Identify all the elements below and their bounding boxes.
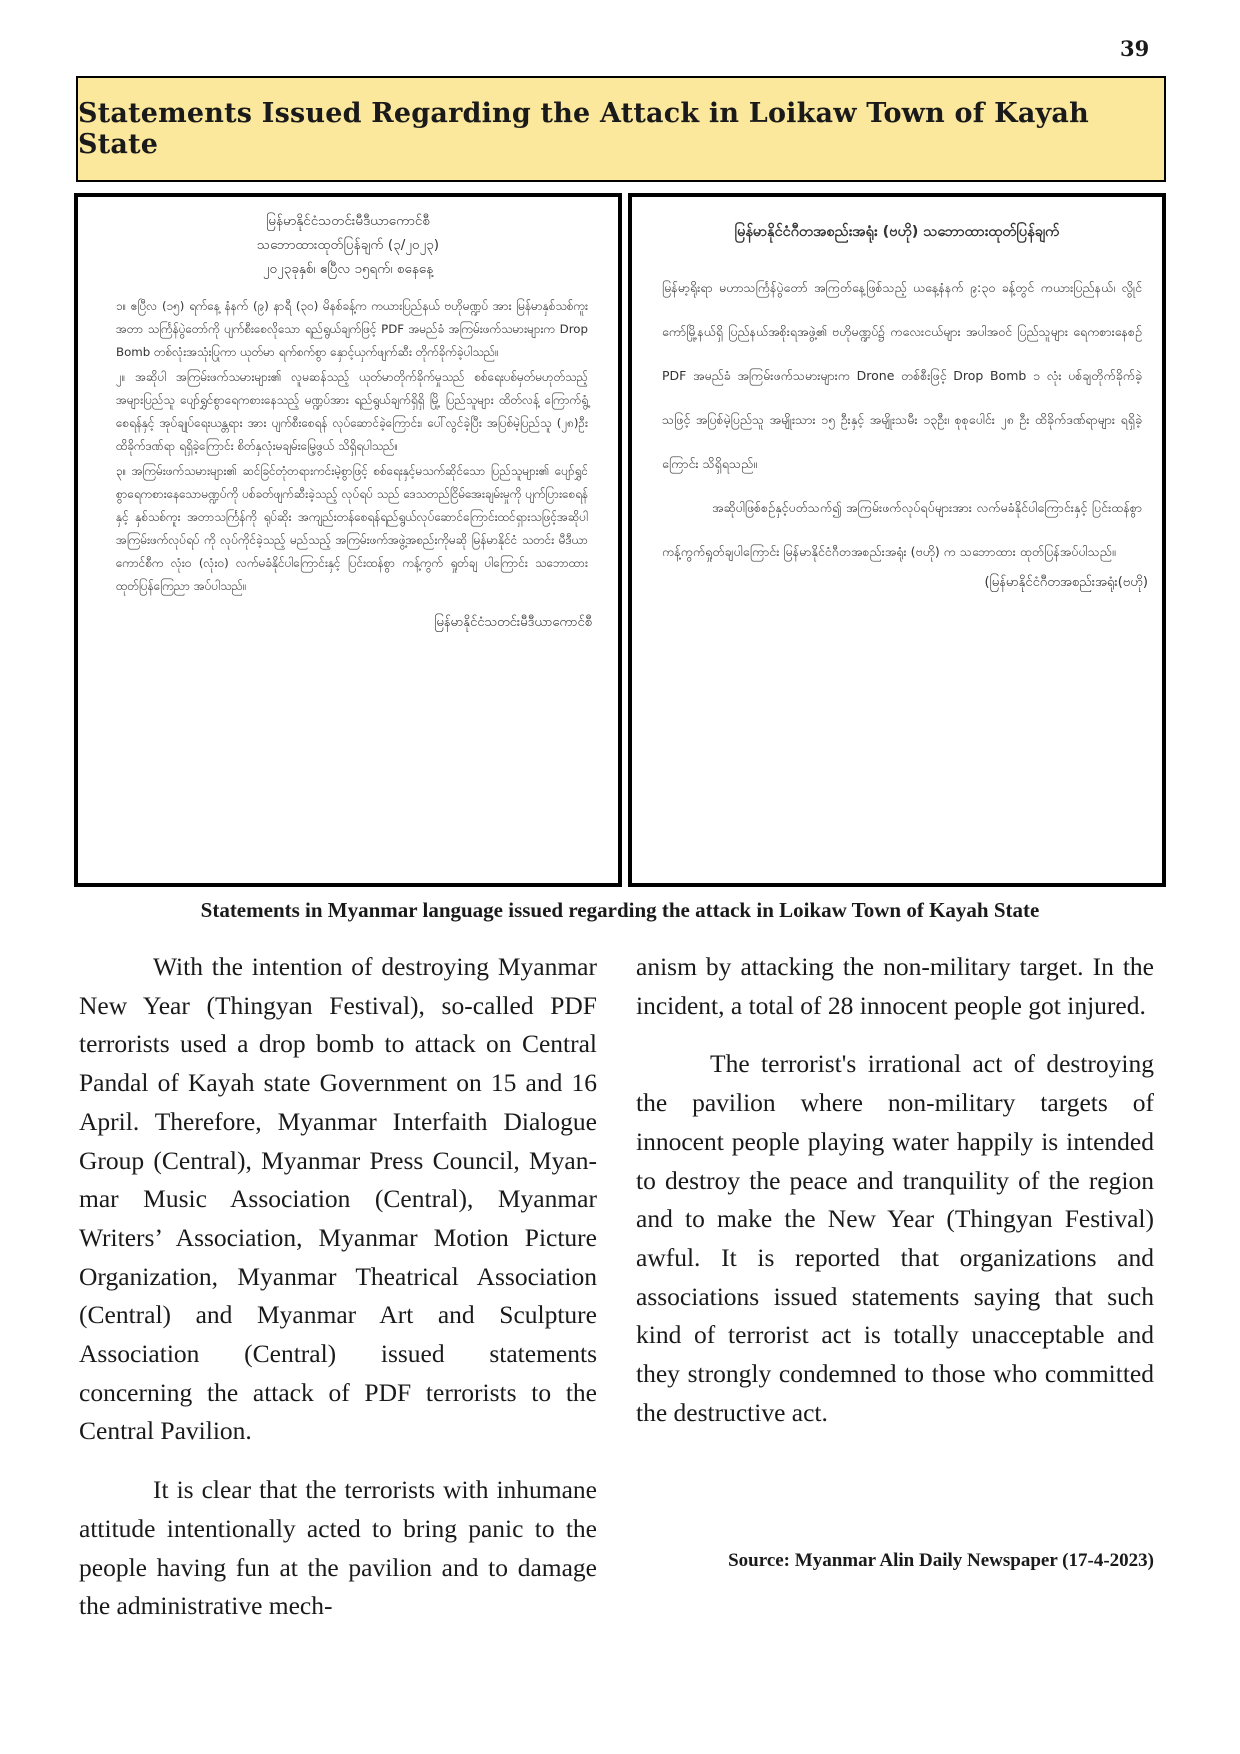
statement-title: မြန်မာနိုင်ငံဂီတအစည်းအရုံး (ဗဟို) သဘောထားထုတ်ပြန်ချက် — [734, 224, 1060, 240]
page-number: 39 — [1120, 36, 1150, 61]
statement-image-press-council — [74, 193, 622, 887]
statement-body — [78, 281, 618, 598]
statement-number: သဘောထားထုတ်ပြန်ချက် (၃/၂၀၂၃) — [257, 237, 439, 253]
source-credit: Source: Myanmar Alin Daily Newspaper (17-4-2023) — [728, 1550, 1154, 1571]
statement-body — [632, 244, 1162, 574]
statement-image-music-association — [628, 193, 1166, 887]
body-paragraph: anism by attacking the non-military target. In the incident, a total of 28 innocent people got injured. — [636, 952, 1154, 1020]
figure-caption: Statements in Myanmar language issued regarding the attack in Loikaw Town of Kayah State — [200, 898, 1040, 922]
statement-paragraph: မြန်မာ့ရိုးရာ မဟာသင်္ကြန်ပွဲတော် အကြတ်နေ့ဖြစ်သည့် ယနေ့နံနက် ၉:၃၀ ခန့်တွင် ကယားပြည်နယ်၊ လွိုင်ကော်မြို့နယ်ရှိ ပြည်နယ်အစိုးရအဖွဲ့၏ ဗဟိုမဏ္ဍပ်၌ ကလေးငယ်များ အပါအဝင် ပြည်သူများ ရေကစားနေစဉ် PDF အမည်ခံ အကြမ်းဖက်သမားများက Drone တစ်စီးဖြင့် Drop Bomb ၁ လုံး ပစ်ချတိုက်ခိုက်ခဲ့သဖြင့် အပြစ်မဲ့ပြည်သူ အမျိုးသား ၁၅ ဦးနှင့် အမျိုးသမီး ၁၃ဦး၊ စုစုပေါင်း ၂၈ ဦး ထိခိုက်ဒဏ်ရာများ ရရှိခဲ့ကြောင်း သိရှိရသည်။ — [662, 280, 1142, 471]
statement-paragraph: ၁။ ဧပြီလ (၁၅) ရက်နေ့ နံနက် (၉) နာရီ (၃၀) မိနစ်ခန့်က ကယားပြည်နယ် ဗဟိုမဏ္ဍပ် အား မြန်မာနှစ်သစ်ကူး အတာ သင်္ကြန်ပွဲတော်ကို ပျက်စီးစေလိုသော ရည်ရွယ်ချက်ဖြင့် PDF အမည်ခံ အကြမ်းဖက်သမားများက Drop Bomb တစ်လုံးအသုံးပြုကာ ယုတ်မာ ရက်စက်စွာ နှောင့်ယှက်ဖျက်ဆီး တိုက်ခိုက်ခဲ့ပါသည်။ — [116, 299, 588, 359]
body-paragraph: The terrorist's irrational act of destroying the pavilion where non-military targets of innocent people playing water happily is intended to destroy the peace and tranquility of the region and to make the New Year (Thingyan Festival) awful. It is reported that organizations and associations issued statements saying that such kind of terrorist act is totally unacceptable and they strongly condemned to those who committed the destructive act. — [636, 1049, 1154, 1427]
body-paragraph: With the intention of destroying Myanmar New Year (Thingyan Festival), so-called PDF terrorists used a drop bomb to attack on Central Pandal of Kayah state Government on 15 and 16 April. Therefore, Myanmar Interfaith Dialogue Group (Central), Myanmar Press Council, Myanmar Music Association (Central), Myanmar Writers’ Association, Myanmar Motion Picture Organization, Myanmar Theatrical Association (Central) and Myanmar Art and Sculpture Association (Central) issued statements concerning the attack of PDF terrorists to the Central Pavilion. — [79, 952, 597, 1446]
statement-signature: (မြန်မာနိုင်ငံဂီတအစည်းအရုံး(ဗဟို) — [984, 575, 1148, 590]
statement-org-name: မြန်မာနိုင်ငံသတင်းမီဒီယာကောင်စီ — [266, 213, 430, 229]
title-banner — [76, 76, 1166, 182]
statement-date: ၂၀၂၃ခုနှစ်၊ ဧပြီလ ၁၅ရက်၊ စနေနေ့ — [262, 261, 434, 277]
statement-signature: မြန်မာနိုင်ငံသတင်းမီဒီယာကောင်စီ — [434, 615, 592, 630]
page-title: Statements Issued Regarding the Attack in Loikaw Town of Kayah State — [78, 98, 1089, 160]
statement-paragraph: အဆိုပါဖြစ်စဉ်နှင့်ပတ်သက်၍ အကြမ်းဖက်လုပ်ရပ်များအား လက်မခံနိုင်ပါကြောင်းနှင့် ပြင်းထန်စွာ ကန့်ကွက်ရှုတ်ချပါကြောင်း မြန်မာနိုင်ငံဂီတအစည်းအရုံး (ဗဟို) က သဘောထား ထုတ်ပြန်အပ်ပါသည်။ — [662, 500, 1142, 559]
statement-paragraph: ၃။ အကြမ်းဖက်သမားများ၏ ဆင်ခြင်တုံတရားကင်းမဲ့စွာဖြင့် စစ်ရေးနှင့်မသက်ဆိုင်သော ပြည်သူများ၏ ပျော်ရွှင်စွာရေကစားနေသောမဏ္ဍပ်ကို ပစ်ခတ်ဖျက်ဆီးခဲ့သည့် လုပ်ရပ် သည် ဒေသတည်ငြိမ်အေးချမ်းမှုကို ပျက်ပြားစေရန်နှင့် နှစ်သစ်ကူး အတာသင်္ကြန်ကို ရုပ်ဆိုး အကျည်းတန်စေရန်ရည်ရွယ်လုပ်ဆောင်ကြောင်းထင်ရှားသဖြင့်အဆိုပါအကြမ်းဖက်လုပ်ရပ် ကို လုပ်ကိုင်ခဲ့သည့် မည်သည့် အကြမ်းဖက်အဖွဲ့အစည်းကိုမဆို မြန်မာနိုင်ငံ သတင်း မီဒီယာကောင်စီက လုံး၀ (လုံး၀) လက်မခံနိုင်ပါကြောင်းနှင့် ပြင်းထန်စွာ ကန့်ကွက် ရှုတ်ချ ပါကြောင်း သဘောထားထုတ်ပြန်ကြေညာ အပ်ပါသည်။ — [116, 464, 588, 593]
body-column-left — [79, 948, 597, 1626]
body-paragraph: It is clear that the terrorists with inhumane attitude intentionally acted to bring panic to the people having fun at the pavilion and to damage the administrative mech- — [79, 1475, 597, 1621]
statement-paragraph: ၂။ အဆိုပါ အကြမ်းဖက်သမားများ၏ လူမဆန်သည့် ယုတ်မာတိုက်ခိုက်မှုသည် စစ်ရေးပစ်မှတ်မဟုတ်သည့် အများပြည်သူ ပျော်ရွှင်စွာရေကစားနေသည့် မဏ္ဍပ်အား ရည်ရွယ်ချက်ရှိရှိ မြို့ ပြည်သူများ ထိတ်လန့် ကြောက်ရွံ့စေရန်နှင့် အုပ်ချုပ်ရေးယန္တရား အား ပျက်စီးစေရန် လုပ်ဆောင်ခဲ့ကြောင်း၊ ပေါ်လွင်ခဲ့ပြီး အပြစ်မဲ့ပြည်သူ (၂၈)ဦး ထိခိုက်ဒဏ်ရာ ရရှိခဲ့ကြောင်း စိတ်နှလုံးမချမ်းမြေ့ဖွယ် သိရှိရပါသည်။ — [116, 370, 588, 453]
statement-header — [78, 209, 618, 281]
body-column-right — [636, 948, 1154, 1432]
